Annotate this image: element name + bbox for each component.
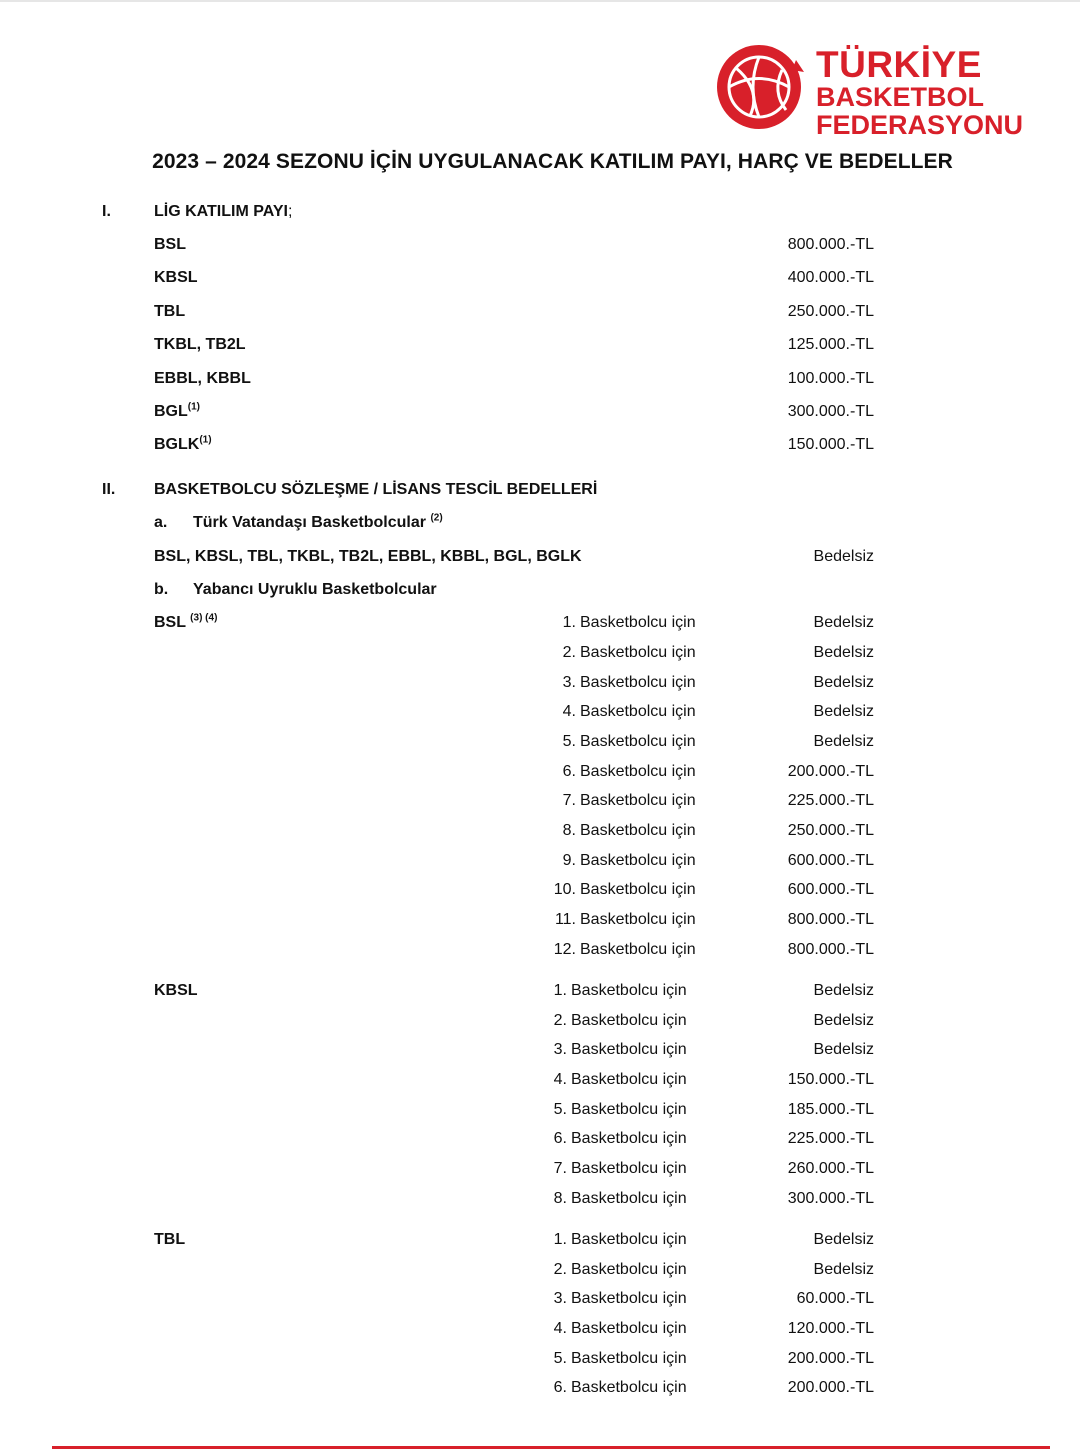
player-fee: 800.000.-TL bbox=[787, 911, 874, 928]
player-number: 12. bbox=[553, 941, 576, 958]
player-label: Basketbolcu için bbox=[580, 792, 696, 809]
page-top-border bbox=[0, 0, 1080, 2]
league-fee-label: TBL bbox=[154, 303, 186, 320]
player-fee: 60.000.-TL bbox=[796, 1290, 874, 1307]
player-number: 2. bbox=[562, 644, 576, 661]
player-label: Basketbolcu için bbox=[571, 1320, 687, 1337]
player-label: Basketbolcu için bbox=[580, 881, 696, 898]
player-number: 5. bbox=[553, 1101, 567, 1118]
league-fee-label: KBSL bbox=[154, 269, 198, 286]
player-label: Basketbolcu için bbox=[571, 982, 687, 999]
player-fee: Bedelsiz bbox=[813, 703, 874, 720]
league-fee-label: BSL bbox=[154, 236, 186, 253]
player-fee: 600.000.-TL bbox=[787, 881, 874, 898]
player-number: 4. bbox=[562, 703, 576, 720]
player-number: 1. bbox=[562, 614, 576, 631]
player-number: 1. bbox=[553, 1231, 567, 1248]
player-label: Basketbolcu için bbox=[580, 703, 696, 720]
document-title: 2023 – 2024 SEZONU İÇİN UYGULANACAK KATILIM PAYI, HARÇ VE BEDELLER bbox=[152, 150, 953, 173]
logo-line-1: TÜRKİYE bbox=[816, 44, 982, 85]
league-fee-label: EBBL, KBBL bbox=[154, 370, 251, 387]
player-fee: 225.000.-TL bbox=[787, 1130, 874, 1147]
player-fee: Bedelsiz bbox=[813, 644, 874, 661]
player-number: 7. bbox=[562, 792, 576, 809]
player-number: 3. bbox=[562, 674, 576, 691]
player-label: Basketbolcu için bbox=[571, 1130, 687, 1147]
player-label: Basketbolcu için bbox=[580, 941, 696, 958]
footnote-ref: (1) bbox=[187, 401, 201, 413]
player-fee: 120.000.-TL bbox=[787, 1320, 874, 1337]
player-label: Basketbolcu için bbox=[580, 733, 696, 750]
footnote-ref: (3) (4) bbox=[190, 612, 218, 624]
player-label: Basketbolcu için bbox=[571, 1101, 687, 1118]
player-number: 3. bbox=[553, 1290, 567, 1307]
player-fee: 800.000.-TL bbox=[787, 941, 874, 958]
league-fee-amount: 400.000.-TL bbox=[787, 269, 874, 286]
player-number: 10. bbox=[553, 881, 576, 898]
player-label: Basketbolcu için bbox=[580, 822, 696, 839]
page-footer-rule bbox=[52, 1446, 1050, 1449]
player-label: Basketbolcu için bbox=[571, 1261, 687, 1278]
league-fee-amount: 150.000.-TL bbox=[787, 436, 874, 453]
section-2-numeral: II. bbox=[102, 481, 116, 498]
logo-line-3: FEDERASYONU bbox=[816, 110, 1024, 140]
player-fee: 200.000.-TL bbox=[787, 763, 874, 780]
footnote-ref: (2) bbox=[430, 512, 443, 524]
player-fee: Bedelsiz bbox=[813, 982, 874, 999]
player-label: Basketbolcu için bbox=[571, 1160, 687, 1177]
logo-wordmark bbox=[816, 46, 1023, 139]
citizen-leagues-label: BSL, KBSL, TBL, TKBL, TB2L, EBBL, KBBL, BGL, BGLK bbox=[154, 548, 582, 565]
player-label: Basketbolcu için bbox=[571, 1041, 687, 1058]
player-fee: 150.000.-TL bbox=[787, 1071, 874, 1088]
player-number: 2. bbox=[553, 1012, 567, 1029]
player-label: Basketbolcu için bbox=[571, 1071, 687, 1088]
player-label: Basketbolcu için bbox=[571, 1231, 687, 1248]
subsection-a-letter: a. bbox=[154, 514, 168, 531]
player-number: 3. bbox=[553, 1041, 567, 1058]
player-fee: Bedelsiz bbox=[813, 674, 874, 691]
player-fee: 600.000.-TL bbox=[787, 852, 874, 869]
player-fee: 300.000.-TL bbox=[787, 1190, 874, 1207]
player-fee: Bedelsiz bbox=[813, 733, 874, 750]
league-fee-amount: 125.000.-TL bbox=[787, 336, 874, 353]
player-number: 11. bbox=[554, 911, 576, 928]
subsection-b-label: Yabancı Uyruklu Basketbolcular bbox=[193, 581, 437, 598]
league-fee-amount: 800.000.-TL bbox=[787, 236, 874, 253]
logo-line-2: BASKETBOL bbox=[816, 82, 984, 112]
player-fee: 225.000.-TL bbox=[787, 792, 874, 809]
section-1-heading-text: LİG KATILIM PAYI bbox=[154, 203, 288, 220]
player-number: 5. bbox=[553, 1350, 567, 1367]
player-label: Basketbolcu için bbox=[571, 1350, 687, 1367]
league-fee-amount: 300.000.-TL bbox=[787, 403, 874, 420]
player-label: Basketbolcu için bbox=[571, 1379, 687, 1396]
foreign-group-league bbox=[154, 614, 217, 632]
league-fee-label bbox=[154, 436, 212, 454]
section-2-heading: BASKETBOLCU SÖZLEŞME / LİSANS TESCİL BEDELLERİ bbox=[154, 481, 598, 498]
player-label: Basketbolcu için bbox=[571, 1012, 687, 1029]
section-1-numeral: I. bbox=[102, 203, 111, 220]
player-number: 6. bbox=[553, 1379, 567, 1396]
player-label: Basketbolcu için bbox=[571, 1190, 687, 1207]
league-fee-amount: 100.000.-TL bbox=[787, 370, 874, 387]
player-fee: 260.000.-TL bbox=[787, 1160, 874, 1177]
citizen-leagues-fee: Bedelsiz bbox=[813, 548, 874, 565]
foreign-group-league: KBSL bbox=[154, 982, 198, 999]
player-number: 6. bbox=[553, 1130, 567, 1147]
player-number: 4. bbox=[553, 1071, 567, 1088]
player-fee: 185.000.-TL bbox=[787, 1101, 874, 1118]
foreign-group-league: TBL bbox=[154, 1231, 186, 1248]
section-1-heading bbox=[154, 203, 292, 221]
player-label: Basketbolcu için bbox=[580, 674, 696, 691]
subsection-a-label bbox=[193, 514, 443, 532]
footnote-ref: (1) bbox=[199, 434, 212, 446]
player-number: 1. bbox=[553, 982, 567, 999]
player-fee: Bedelsiz bbox=[813, 614, 874, 631]
player-number: 8. bbox=[562, 822, 576, 839]
league-fee-label bbox=[154, 403, 200, 421]
player-fee: Bedelsiz bbox=[813, 1012, 874, 1029]
player-label: Basketbolcu için bbox=[580, 852, 696, 869]
player-label: Basketbolcu için bbox=[571, 1290, 687, 1307]
federation-logo bbox=[712, 40, 1024, 140]
player-number: 9. bbox=[562, 852, 576, 869]
player-number: 7. bbox=[553, 1160, 567, 1177]
player-number: 6. bbox=[562, 763, 576, 780]
player-fee: 250.000.-TL bbox=[787, 822, 874, 839]
subsection-a-text: Türk Vatandaşı Basketbolcular bbox=[193, 514, 426, 531]
player-number: 4. bbox=[553, 1320, 567, 1337]
league-name: BSL bbox=[154, 614, 186, 631]
player-number: 2. bbox=[553, 1261, 567, 1278]
player-number: 8. bbox=[553, 1190, 567, 1207]
player-fee: Bedelsiz bbox=[813, 1041, 874, 1058]
player-fee: Bedelsiz bbox=[813, 1261, 874, 1278]
subsection-b-letter: b. bbox=[154, 581, 169, 598]
player-label: Basketbolcu için bbox=[580, 644, 696, 661]
player-fee: Bedelsiz bbox=[813, 1231, 874, 1248]
basketball-ball-icon bbox=[712, 40, 812, 134]
league-name: BGL bbox=[154, 403, 188, 420]
section-1-heading-suffix: ; bbox=[287, 203, 293, 220]
player-label: Basketbolcu için bbox=[580, 911, 696, 928]
player-fee: 200.000.-TL bbox=[787, 1350, 874, 1367]
league-name: BGLK bbox=[154, 436, 200, 453]
league-fee-label: TKBL, TB2L bbox=[154, 336, 246, 353]
player-label: Basketbolcu için bbox=[580, 614, 696, 631]
player-number: 5. bbox=[562, 733, 576, 750]
player-fee: 200.000.-TL bbox=[787, 1379, 874, 1396]
league-fee-amount: 250.000.-TL bbox=[787, 303, 874, 320]
player-label: Basketbolcu için bbox=[580, 763, 696, 780]
